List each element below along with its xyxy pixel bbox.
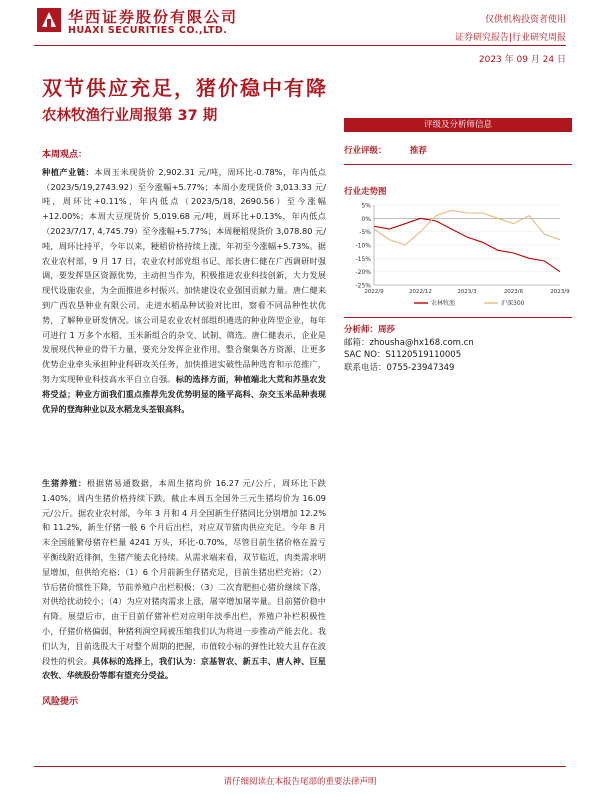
rating-label: 行业评级： xyxy=(344,146,387,156)
hog-recommendation: 具体标的选择上，我们认为：京基智农、新五丰、唐人神、巨星农牧、华统股份等都有望充分受益。 xyxy=(42,655,326,681)
planting-text: 本周玉米现货价 2,902.31 元/吨，周环比-0.78%，年内低点（2023/5/19,2743.92）至今涨幅+5.77%；本周小麦现货价 3,013.33 元/吨，周环比+0.11%，年内低点（2023/5/18, 2690.56）至今涨幅+12.00%；本周大豆现货价 5,019.68 元/吨，周环比+0.13%，年内低点（2023/7/17, 4,745.79）至今涨幅+5.77%；本周粳稻现货价 3,078.80 元/吨，周环比持平，今年以来，粳稻价格持续上涨，年初至今涨幅+5.73%。据农业农村部，9 月 17 日，农业农村部党组书记、部长唐仁健在广西调研时强调，要发挥垦区资源优势，主动担当作为，积极推进农业科技创新，大力发展现代设施农业，为全面推进乡村振兴、加快建设农业强国贡献力量。唐仁健来到广西农垦种业有限公司，走进水稻品种试验对比田，察看不同品种性状优势，了解种业研发情况。该公司是农业农村部组织遴选的种业阵型企业，每年可进行 1 万多个水稻、玉米新组合的杂交、试制、筛选。唐仁健表示，企业是发展现代种业的骨干力量，要充分发挥企业作用，整合聚集各方资源，让更多优势企业牵头承担种业科研攻关任务，加快推进实破性品种选育和示范推广，努力实现种业科技高水平自立自强。 xyxy=(42,166,326,384)
company-name-cn: 华西证券股份有限公司 xyxy=(68,8,239,26)
logo-icon xyxy=(36,7,62,33)
company-name-en: HUAXI SECURITIES CO.,LTD. xyxy=(68,25,228,36)
y-tick-label: -20% xyxy=(355,269,371,277)
x-tick-label: 2023/9 xyxy=(550,289,570,295)
paragraph-planting xyxy=(42,165,326,417)
y-tick-label: -5% xyxy=(359,229,371,237)
analyst-email: 邮箱：zhousha@hx168.com.cn xyxy=(344,337,474,348)
series-line-index xyxy=(374,210,560,245)
footer-divider xyxy=(34,766,566,767)
analyst-name: 分析师：周莎 xyxy=(344,325,396,335)
report-title: 双节供应充足，猪价稳中有降 xyxy=(42,76,328,100)
rating-row xyxy=(344,144,572,156)
y-tick-label: -25% xyxy=(355,282,371,290)
hog-text: 根据猪易通数据，本周生猪均价 16.27 元/公斤，周环比下跌 1.40%，周内生猪价格持续下跌，截止本周五全国外三元生猪均价为 16.09 元/公斤。据农业农村部，今年 3 月和 4 月全国新生仔猪同比分别增加 12.2%和 11.2%，新生仔猪一般 6 个月后出栏，对应双节猪肉供应充足。今年 8 月末全国能繁母猪存栏量 4241 万头，环比-0.70%，尽管目前生猪价格在盈亏平衡线附近徘徊，生猪产能去化持续。从需求端来看，双节临近，肉类需求明显增加，但供给充裕：（1）6 个月前新生仔猪充足，目前生猪出栏充裕；（2）节后猪价惯性下降，节前养殖户出栏积极；（3）二次育肥担心猪价继续下落，对供给扰动较小；（4）为应对猪肉需求上涨，屠宰增加屠宰量。目前猪价稳中有降。展望后市，由于目前仔猪补栏对应明年淡季出栏，养殖户补栏积极性小，仔猪价格偏弱，种猪利润空间被压缩我们认为将进一步推动产能去化。我们认为，目前选股大于对整个周期的把握，市值较小标的弹性比较大且存在波段性的机会。 xyxy=(42,478,326,666)
rating-value: 推荐 xyxy=(409,146,427,156)
audience-note: 仅供机构投资者使用 xyxy=(484,15,566,25)
report-subtitle: 农林牧渔行业周报第 37 期 xyxy=(42,108,218,124)
trend-label: 行业走势图 xyxy=(344,187,387,197)
y-tick-label: -10% xyxy=(355,242,371,250)
hog-label: 生猪养殖： xyxy=(42,478,87,488)
x-tick-label: 2023/3 xyxy=(457,289,477,295)
y-tick-label: 5% xyxy=(361,202,371,210)
panel-heading: 评级及分析师信息 xyxy=(344,118,572,132)
view-section xyxy=(42,148,326,416)
planting-label: 种植产业链： xyxy=(42,166,95,177)
paragraph-hog xyxy=(42,476,326,683)
y-tick-label: -15% xyxy=(355,255,371,263)
y-tick-label: 0% xyxy=(361,215,371,223)
legend-label: 农林牧渔 xyxy=(431,300,456,307)
report-date: 2023 年 09 月 24 日 xyxy=(478,55,566,65)
risk-heading: 风险提示 xyxy=(42,697,79,708)
x-tick-label: 2022/9 xyxy=(364,289,384,295)
legend-label: 沪深300 xyxy=(501,300,525,307)
analyst-phone: 联系电话：0755-23947349 xyxy=(344,362,455,373)
footer-note: 请仔细阅读在本报告尾部的重要法律声明 xyxy=(223,777,377,787)
section-view-heading: 本周观点： xyxy=(42,150,88,160)
rating-divider xyxy=(344,164,572,165)
header-divider xyxy=(34,45,566,46)
chart-divider xyxy=(344,317,572,318)
hog-section xyxy=(42,476,326,710)
x-tick-label: 2023/6 xyxy=(503,289,524,295)
analyst-sac: SAC NO：S1120519110005 xyxy=(344,350,462,361)
x-tick-label: 2022/12 xyxy=(409,289,432,295)
trend-chart xyxy=(344,199,572,311)
planting-recommendation: 标的选择方面，种植端北大荒和苏垦农发将受益；种业方面我们重点推荐先发优势明显的隆平高科、杂交玉米品种表现优异的登海种业以及水稻龙头荃银高科。 xyxy=(42,373,326,414)
rating-panel xyxy=(344,118,572,374)
analyst-block xyxy=(344,324,572,374)
report-type: 证券研究报告|行业研究周报 xyxy=(454,33,566,43)
